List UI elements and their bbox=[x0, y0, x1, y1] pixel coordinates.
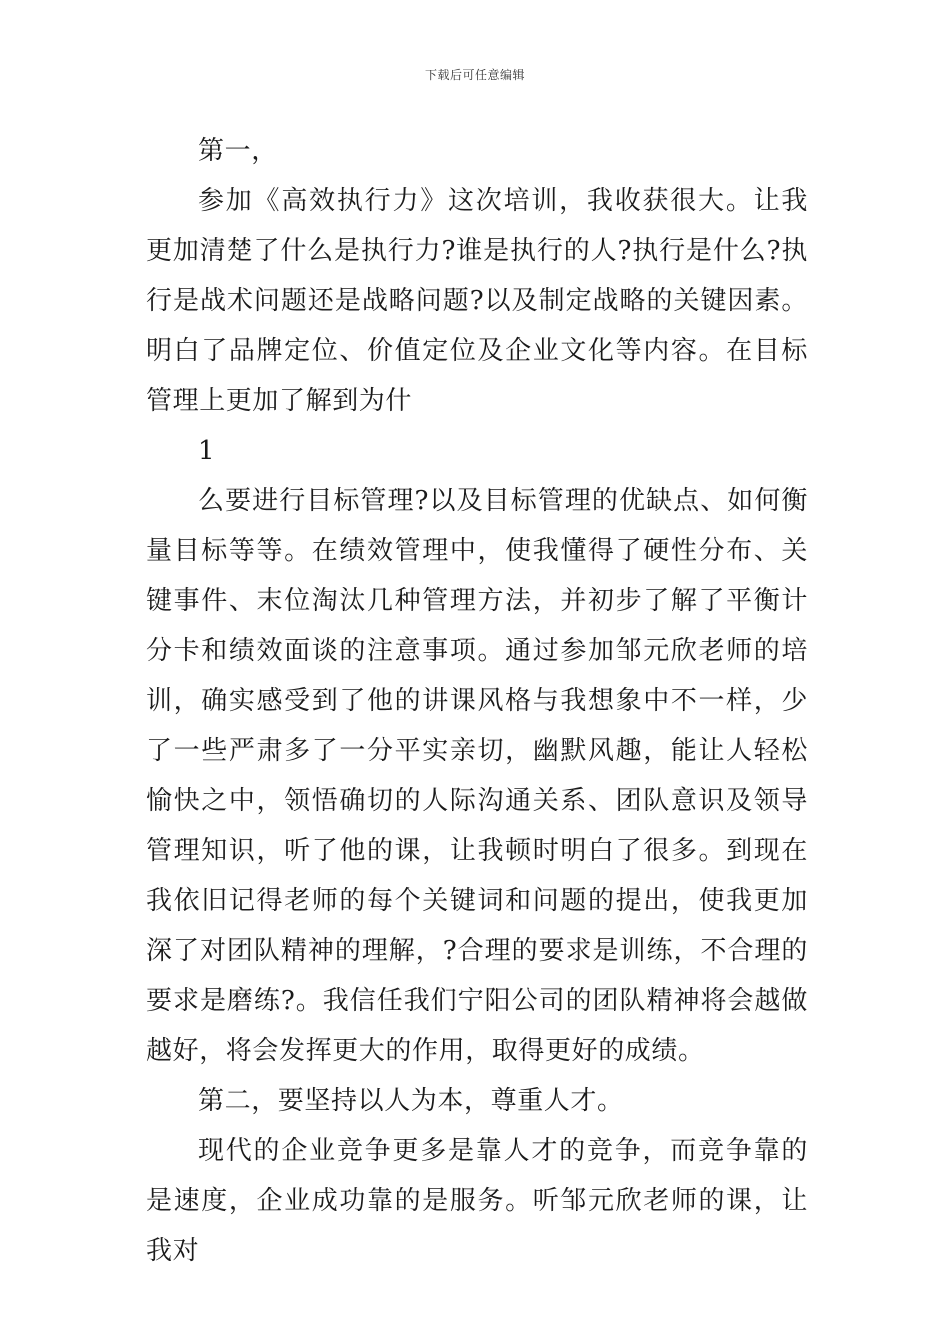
page-number: 1 bbox=[198, 436, 215, 466]
paragraph-management-lessons: 么要进行目标管理?以及目标管理的优缺点、如何衡量目标等等。在绩效管理中，使我懂得了硬性分布、关键事件、末位淘汰几种管理方法，并初步了解了平衡计分卡和绩效面谈的注意事项。通过参加邹元欣老师的培训，确实感受到了他的讲课风格与我想象中不一样，少了一些严肃多了一分平实亲切，幽默风趣，能让人轻松愉快之中，领悟确切的人际沟通关系、团队意识及领导管理知识，听了他的课，让我顿时明白了很多。到现在我依旧记得老师的每个关键词和问题的提出，使我更加深了对团队精神的理解，?合理的要求是训练，不合理的要求是磨练?。我信任我们宁阳公司的团队精神将会越做越好，将会发挥更大的作用，取得更好的成绩。 bbox=[146, 486, 808, 1066]
paragraph-training-summary: 参加《高效执行力》这次培训，我收获很大。让我更加清楚了什么是执行力?谁是执行的人?执行是什么?执行是战术问题还是战略问题?以及制定战略的关键因素。明白了品牌定位、价值定位及企业文化等内容。在目标管理上更加了解到为什 bbox=[146, 186, 808, 416]
page-header: 下载后可任意编辑 bbox=[424, 68, 525, 82]
paragraph-heading-second: 第二，要坚持以人为本，尊重人才。 bbox=[198, 1086, 624, 1116]
paragraph-heading-first: 第一， bbox=[198, 136, 278, 166]
document-body bbox=[146, 126, 808, 1276]
paragraph-talent-competition: 现代的企业竞争更多是靠人才的竞争，而竞争靠的是速度，企业成功靠的是服务。听邹元欣老师的课，让我对 bbox=[146, 1136, 808, 1266]
